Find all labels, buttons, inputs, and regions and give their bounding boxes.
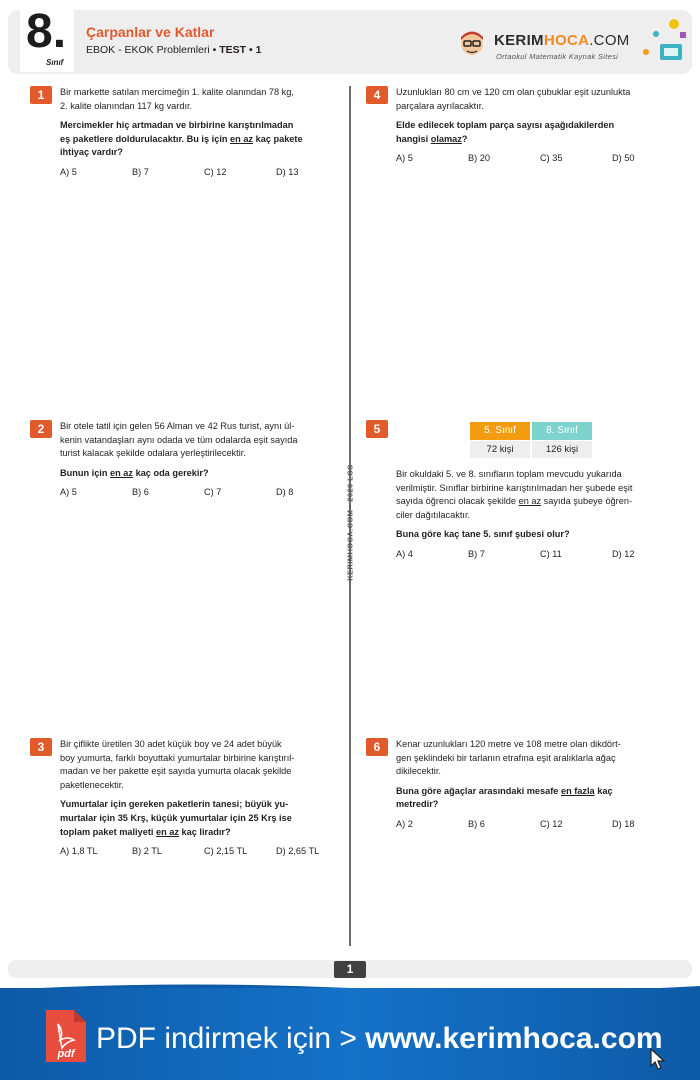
grade-label: Sınıf [46,58,64,67]
page-number: 1 [334,961,366,978]
mouse-cursor-icon [650,1048,666,1070]
banner-prefix: PDF indirmek için > [96,1022,357,1055]
question-number: 3 [30,738,52,756]
question-number: 5 [366,420,388,438]
question-prompt: Yumurtalar için gereken paketlerin tanesi; büyük yu- murtalar için 35 Krş, küçük yumurtalar için 25 Krş ise toplam paket maliyeti en az kaç liradır? [60,799,292,837]
option-c[interactable]: C) 7 [204,487,222,498]
logo-com: .COM [589,32,630,49]
option-d[interactable]: D) 50 [612,153,635,164]
option-a[interactable]: A) 1,8 TL [60,846,98,857]
option-c[interactable]: C) 11 [540,548,562,559]
question-body [396,738,688,832]
subtitle-topic: EBOK - EKOK Problemleri [86,44,210,56]
question-text: Bir otele tatil için gelen 56 Alman ve 42 Rus turist, aynı ül- kenin vatandaşları aynı odada ve tüm odalarda eşit sayıda turist kalacak şekilde odalara yerleştirilecektir. [60,421,298,459]
question-body [60,420,360,500]
banner-url[interactable]: www.kerimhoca.com [365,1022,663,1055]
option-a[interactable]: A) 5 [60,487,77,498]
banner-text[interactable] [96,1022,663,1056]
question-prompt: Buna göre ağaçlar arasındaki mesafe en fazla kaç metredir? [396,785,613,810]
option-d[interactable]: D) 8 [276,487,294,498]
option-b[interactable]: B) 6 [468,818,485,829]
question-body [396,86,688,166]
question-text: Uzunlukları 80 cm ve 120 cm olan çubuklar eşit uzunlukta parçalara ayrılacaktır. [396,87,631,111]
option-a[interactable]: A) 5 [396,153,413,164]
subtitle-test: TEST [219,44,247,56]
table-header-5: 5. Sınıf [470,422,530,440]
question-text: Kenar uzunlukları 120 metre ve 108 metre olan dikdört- gen şeklindeki bir tarlanın etrafına eşit aralıklarla ağaç dikilecektir. [396,739,621,777]
option-c[interactable]: C) 35 [540,153,563,164]
math-decoration-icon [636,14,692,70]
question-body [60,738,360,859]
side-watermark-text: KERIMHOCA.COM • 2020 LGS [345,464,355,581]
option-a[interactable]: A) 4 [396,548,413,559]
question-prompt: Bunun için en az kaç oda gerekir? [60,467,209,478]
option-b[interactable]: B) 20 [468,153,490,164]
answer-options [60,486,360,500]
logo-tagline: Ortaokul Matematik Kaynak Sitesi [496,52,619,61]
question-number: 1 [30,86,52,104]
answer-options [396,818,688,832]
logo-wordmark [494,32,630,49]
table-cell-5: 72 kişi [470,441,530,458]
page-title: Çarpanlar ve Katlar [86,24,215,40]
question-prompt: Elde edilecek toplam parça sayısı aşağıdakilerden hangisi olamaz? [396,120,615,144]
class-table [470,422,592,458]
answer-options [60,166,360,180]
question-number: 2 [30,420,52,438]
option-a[interactable]: A) 5 [60,166,77,177]
answer-options [396,152,688,166]
page-subtitle [86,44,261,56]
question-text: Bir markette satılan mercimeğin 1. kalite olanından 78 kg, 2. kalite olanından 117 kg vardır. [60,87,294,111]
pdf-label: pdf [57,1048,75,1060]
option-d[interactable]: D) 12 [612,548,635,559]
option-d[interactable]: D) 2,65 TL [276,846,320,857]
question-body [396,468,688,562]
question-number: 6 [366,738,388,756]
option-c[interactable]: C) 12 [204,166,227,177]
question-text: Bir çiflikte üretilen 30 adet küçük boy ve 24 adet büyük boy yumurta, farklı boyuttaki yumurtalar birbirine karıştırıl- madan ve her pakette eşit sayıda yumurta olacak şekilde paketlenecektir. [60,739,295,790]
option-c[interactable]: C) 12 [540,818,563,829]
option-c[interactable]: C) 2,15 TL [204,846,248,857]
subtitle-sep: • [212,44,217,56]
option-b[interactable]: B) 6 [132,487,149,498]
grade-number: 8. [26,5,67,58]
pdf-file-icon [46,1010,86,1062]
question-prompt: Mercimekler hiç artmadan ve birbirine karıştırılmadan eş paketlere doldurulacaktır. Bu iş için en az kaç pakete ihtiyaç vardır? [60,120,303,158]
option-b[interactable]: B) 7 [468,548,485,559]
option-d[interactable]: D) 13 [276,166,299,177]
answer-options [396,548,688,562]
option-b[interactable]: B) 7 [132,166,149,177]
question-text: Bir okuldaki 5. ve 8. sınıfların toplam mevcudu yukarıda verilmiştir. Sınıflar birbirine karıştırılmadan her şubede eşit sayıda öğrenci olacak şekilde en az sayıda şubeye öğren- ciler dağıtılacaktır. [396,469,633,520]
table-header-8: 8. Sınıf [532,422,592,440]
logo-hoca: HOCA [543,32,590,49]
option-b[interactable]: B) 2 TL [132,846,162,857]
logo-kerim: KERIM [494,32,544,49]
question-number: 4 [366,86,388,104]
teacher-mascot-icon [456,28,488,58]
subtitle-test-num: • 1 [249,44,262,56]
site-logo[interactable] [456,22,636,66]
question-prompt: Buna göre kaç tane 5. sınıf şubesi olur? [396,529,570,540]
header-notch [330,60,374,74]
answer-options [60,845,360,859]
table-cell-8: 126 kişi [532,441,592,458]
option-d[interactable]: D) 18 [612,818,635,829]
question-body [60,86,360,180]
option-a[interactable]: A) 2 [396,818,413,829]
